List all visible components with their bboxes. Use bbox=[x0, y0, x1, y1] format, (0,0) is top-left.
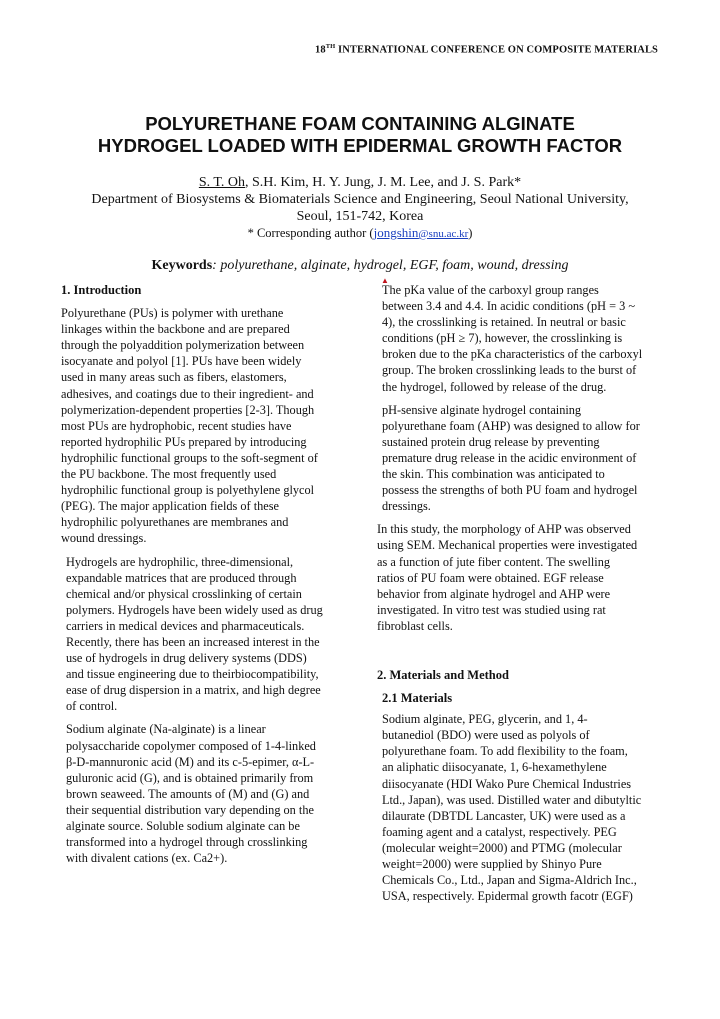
text-line: chemical and/or physical crosslinking of certain bbox=[66, 586, 302, 601]
text-line: using SEM. Mechanical properties were investigated bbox=[377, 538, 638, 553]
text-line: polyurethane foam. To add flexibility to the foam, bbox=[382, 744, 628, 759]
text-line: and tissue engineering due to theirbiocompatibility, bbox=[66, 667, 319, 682]
paragraph bbox=[61, 554, 343, 715]
text-line: adhesives, and coatings due to their ingredient- and bbox=[61, 386, 314, 401]
title-line-1: POLYURETHANE FOAM CONTAINING ALGINATE bbox=[145, 113, 575, 134]
text-line: hydrophilic functional groups to the soft-segment of bbox=[61, 450, 318, 465]
text-line: β-D-mannuronic acid (M) and its c-5-epimer, α-L- bbox=[66, 754, 315, 769]
text-line: most PUs are hydrophobic, recent studies have bbox=[61, 418, 292, 433]
text-line: ease of drug dispersion in a matrix, and high degree bbox=[66, 683, 321, 698]
text-line: transformed into a hydrogel through crosslinking bbox=[66, 835, 308, 850]
paragraph bbox=[61, 721, 343, 866]
text-line: carriers in medical devices and pharmaceuticals. bbox=[66, 618, 305, 633]
conference-header: 18TH INTERNATIONAL CONFERENCE ON COMPOSITE MATERIALS bbox=[315, 43, 658, 56]
section-heading-materials-method: 2. Materials and Method bbox=[377, 667, 509, 682]
text-line: 4), the crosslinking is retained. In neutral or basic bbox=[382, 315, 626, 330]
text-line: the PU backbone. The most frequently used bbox=[61, 467, 277, 482]
text-line: group. The broken crosslinking leads to the burst of bbox=[382, 363, 637, 378]
text-line: Chemicals Co., Ltd., Japan and Sigma-Aldrich Inc., bbox=[382, 873, 637, 888]
text-line: their sequential distribution vary depending on the bbox=[66, 802, 314, 817]
text-line: polyurethane foam (AHP) was designed to allow for bbox=[382, 418, 640, 433]
text-line: dilaurate (DBTDL Lancaster, UK) were used as a bbox=[382, 808, 626, 823]
text-line: broken due to the pKa characteristics of the carboxyl bbox=[382, 347, 643, 362]
text-line: isocyanate and polyol [1]. PUs have been widely bbox=[61, 354, 302, 369]
paragraph bbox=[61, 305, 343, 546]
text-line: The pKa value of the carboxyl group ranges bbox=[382, 283, 599, 297]
text-line: diisocyanate (HDI Wako Pure Chemical Industries bbox=[382, 776, 632, 791]
text-line: investigated. In vitro test was studied using rat bbox=[377, 602, 606, 617]
text-line: the skin. This combination was anticipated to bbox=[382, 467, 605, 482]
text-line: dressings. bbox=[382, 499, 431, 514]
text-line: the hydrogel, followed by release of the drug. bbox=[382, 379, 607, 394]
text-line: Sodium alginate, PEG, glycerin, and 1, 4- bbox=[382, 712, 588, 727]
text-line: Sodium alginate (Na-alginate) is a linear bbox=[66, 722, 266, 737]
text-line: behavior from alginate hydrogel and AHP were bbox=[377, 586, 611, 601]
text-line: Polyurethane (PUs) is polymer with urethane bbox=[61, 306, 284, 321]
text-line: fibroblast cells. bbox=[377, 618, 453, 633]
subsection-heading-materials: 2.1 Materials bbox=[382, 691, 453, 706]
text-line: butanediol (BDO) were used as polyols of bbox=[382, 728, 590, 743]
text-line: In this study, the morphology of AHP was observed bbox=[377, 522, 631, 537]
paragraph bbox=[377, 282, 659, 395]
paper-title bbox=[0, 113, 720, 157]
title-line-2: HYDROGEL LOADED WITH EPIDERMAL GROWTH FACTOR bbox=[97, 135, 623, 156]
affiliation-line-2: Seoul, 151-742, Korea bbox=[296, 209, 424, 224]
comment-marker-icon[interactable]: ▲ bbox=[381, 276, 389, 285]
text-line: ratios of PU foam were obtained. EGF release bbox=[377, 570, 604, 585]
text-line: of control. bbox=[66, 699, 118, 714]
affiliation-line-1: Department of Biosystems & Biomaterials Science and Engineering, Seoul National University, bbox=[91, 192, 629, 207]
text-line: linkages within the backbone and are prepared bbox=[61, 322, 290, 337]
text-line: an aliphatic diisocyanate, 1, 6-hexamethylene bbox=[382, 760, 607, 775]
text-line: premature drug release in the acidic environment of bbox=[382, 450, 637, 465]
text-line: guluronic acid (G), and is obtained primarily from bbox=[66, 770, 314, 785]
corresponding-author: * Corresponding author (jongshin@snu.ac.kr) bbox=[247, 225, 473, 240]
text-line: hydrophilic functional group is polyethylene glycol bbox=[61, 483, 315, 498]
text-line: through the polyaddition polymerization between bbox=[61, 338, 305, 353]
text-line: conditions (pH ≥ 7), however, the crosslinking is bbox=[382, 331, 623, 346]
text-line: possess the strengths of both PU foam and hydrogel bbox=[382, 483, 638, 498]
text-line: with divalent cations (ex. Ca2+). bbox=[66, 851, 228, 866]
email-link[interactable]: jongshin@snu.ac.kr bbox=[373, 225, 469, 240]
text-line: weight=2000) were supplied by Shinyo Pure bbox=[382, 857, 602, 871]
text-line: USA, respectively. Epidermal growth facotr (EGF) bbox=[382, 889, 633, 904]
author-list: S. T. Oh, S.H. Kim, H. Y. Jung, J. M. Lee, and J. S. Park* bbox=[198, 175, 522, 190]
text-line: Recently, there has been an increased interest in the bbox=[66, 634, 320, 649]
text-line: polymers. Hydrogels have been widely used as drug bbox=[66, 602, 323, 617]
text-line: hydrophilic polyurethanes are membranes and bbox=[61, 515, 289, 530]
paragraph bbox=[377, 521, 659, 634]
keywords-label: Keywords bbox=[151, 258, 213, 273]
section-heading-introduction: 1. Introduction bbox=[61, 283, 142, 297]
text-line: between 3.4 and 4.4. In acidic conditions (pH = 3 ~ bbox=[382, 299, 635, 314]
text-line: as a function of jute fiber content. The swelling bbox=[377, 554, 611, 569]
text-line: polysaccharide copolymer composed of 1-4-linked bbox=[66, 738, 316, 753]
keywords-list: polyurethane, alginate, hydrogel, EGF, foam, wound, dressing bbox=[220, 258, 569, 273]
text-line: Hydrogels are hydrophilic, three-dimensional, bbox=[66, 554, 294, 569]
text-line: polymerization-dependent properties [2-3]. Though bbox=[61, 402, 315, 417]
text-line: (molecular weight=2000) and PTMG (molecular bbox=[382, 840, 622, 855]
first-author: S. T. Oh bbox=[198, 175, 246, 190]
text-line: pH-sensive alginate hydrogel containing bbox=[382, 402, 582, 417]
keywords: Keywords: polyurethane, alginate, hydrogel, EGF, foam, wound, dressing bbox=[151, 258, 569, 273]
text-line: foaming agent and a catalyst, respectively. PEG bbox=[382, 824, 617, 839]
text-line: wound dressings. bbox=[61, 531, 147, 546]
text-line: sustained protein drug release by preventing bbox=[382, 434, 600, 449]
text-line: expandable matrices that are produced through bbox=[66, 570, 297, 585]
right-column bbox=[377, 282, 659, 911]
text-line: used in many areas such as fibers, elastomers, bbox=[61, 370, 287, 385]
text-line: brown seaweed. The amounts of (M) and (G) and bbox=[66, 786, 310, 801]
text-line: (PEG). The major application fields of these bbox=[61, 499, 279, 514]
text-line: use of hydrogels in drug delivery systems (DDS) bbox=[66, 651, 307, 666]
left-column bbox=[61, 282, 343, 873]
paragraph bbox=[377, 402, 659, 515]
text-line: reported hydrophilic PUs prepared by introducing bbox=[61, 434, 307, 449]
text-line: Ltd., Japan), was used. Distilled water and dibutyltic bbox=[382, 792, 642, 807]
text-line: alginate source. Soluble sodium alginate can be bbox=[66, 819, 300, 833]
paragraph bbox=[377, 711, 659, 904]
